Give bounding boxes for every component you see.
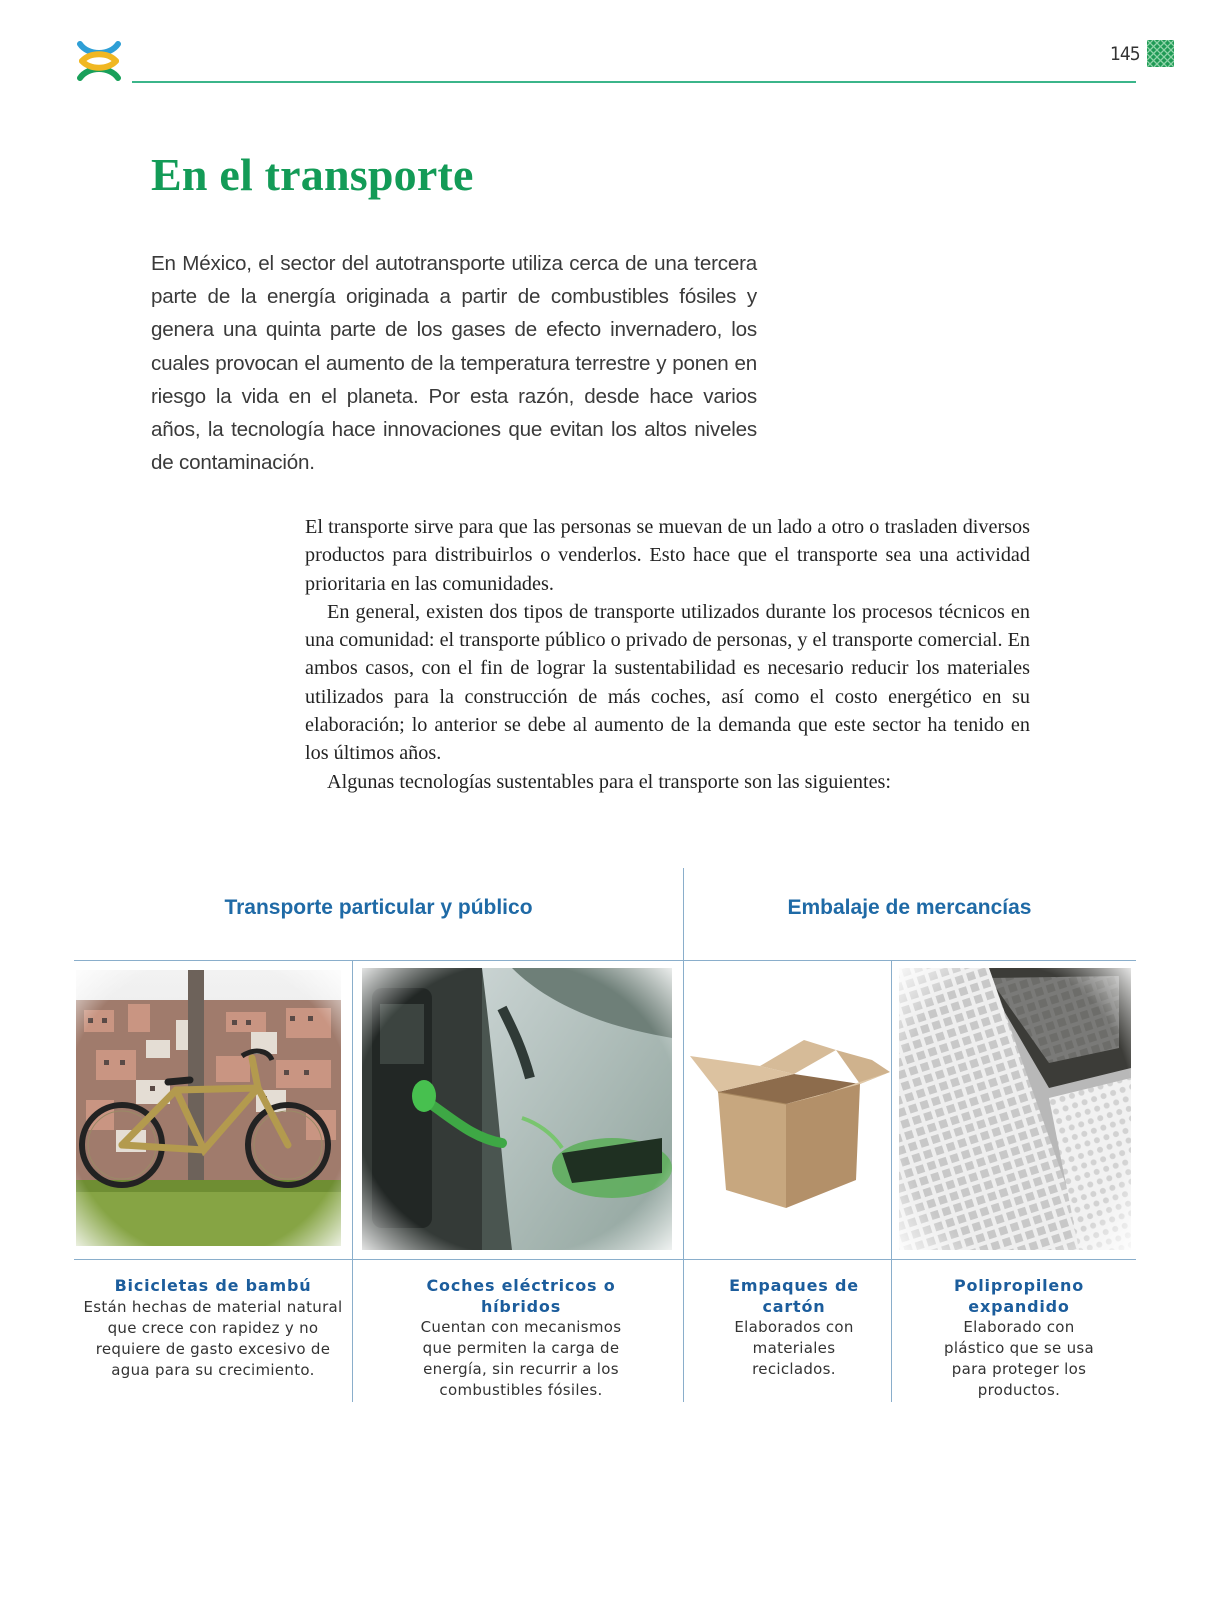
- caption-title: Polipropileno expandido: [953, 1276, 1085, 1316]
- page-number: 145: [1110, 43, 1140, 65]
- caption-electric-cars: [414, 1276, 628, 1401]
- book-logo-icon: [76, 38, 122, 84]
- page-title: En el transporte: [151, 149, 474, 200]
- body-text: [305, 513, 1030, 796]
- table-divider-right: [891, 960, 892, 1402]
- body-paragraph-2: En general, existen dos tipos de transporte utilizados durante los procesos técnicos en una comunidad: el transporte público o privado de personas, y el transporte comercial. En ambos casos, con el fin de lograr la sustentabilidad es necesario reducir los materiales utilizados para la construcción de más coches, así como el costo energético en su elaboración; lo anterior se debe al aumento de la demanda que este sector ha tenido en los últimos años.: [305, 600, 1030, 765]
- caption-bamboo-bicycles: [74, 1276, 352, 1381]
- caption-text: Están hechas de material natural que crece con rapidez y no requiere de gasto excesivo de agua para su crecimiento.: [83, 1297, 343, 1379]
- column-header-transport: Transporte particular y público: [224, 896, 533, 919]
- expanded-polypropylene-image: [899, 968, 1131, 1250]
- table-rule-top: [74, 960, 1136, 961]
- caption-text: Elaborados con materiales reciclados.: [734, 1318, 854, 1378]
- caption-cardboard: [720, 1276, 868, 1380]
- table-rule-middle: [74, 1259, 1136, 1260]
- bamboo-bicycle-image: [76, 970, 341, 1246]
- body-paragraph-3: Algunas tecnologías sustentables para el transporte son las siguientes:: [327, 770, 891, 793]
- caption-polypropylene: [936, 1276, 1102, 1401]
- caption-title: Empaques de cartón: [729, 1276, 859, 1316]
- column-header-packaging: Embalaje de mercancías: [787, 896, 1032, 919]
- caption-title: Bicicletas de bambú: [114, 1276, 312, 1295]
- cardboard-box-image: [690, 1040, 890, 1210]
- table-divider-left: [352, 960, 353, 1402]
- page-mark-icon: [1147, 40, 1174, 67]
- table-divider-center: [683, 868, 684, 1402]
- caption-title: Coches eléctricos o híbridos: [426, 1276, 616, 1316]
- caption-text: Elaborado con plástico que se usa para proteger los productos.: [944, 1318, 1094, 1399]
- header-rule: [132, 81, 1136, 83]
- intro-paragraph: En México, el sector del autotransporte utiliza cerca de una tercera parte de la energía originada a partir de combustibles fósiles y genera una quinta parte de los gases de efecto invernadero, los cuales provocan el aumento de la temperatura terrestre y ponen en riesgo la vida en el planeta. Por esta razón, desde hace varios años, la tecnología hace innovaciones que evitan los altos niveles de contaminación.: [151, 252, 757, 475]
- caption-text: Cuentan con mecanismos que permiten la carga de energía, sin recurrir a los combustibles fósiles.: [420, 1318, 622, 1399]
- body-paragraph-1: El transporte sirve para que las personas se muevan de un lado a otro o trasladen diversos productos para distribuirlos o venderlos. Esto hace que el transporte sea una actividad prioritaria en las comunidades.: [305, 516, 1030, 595]
- electric-car-charging-image: [362, 968, 672, 1250]
